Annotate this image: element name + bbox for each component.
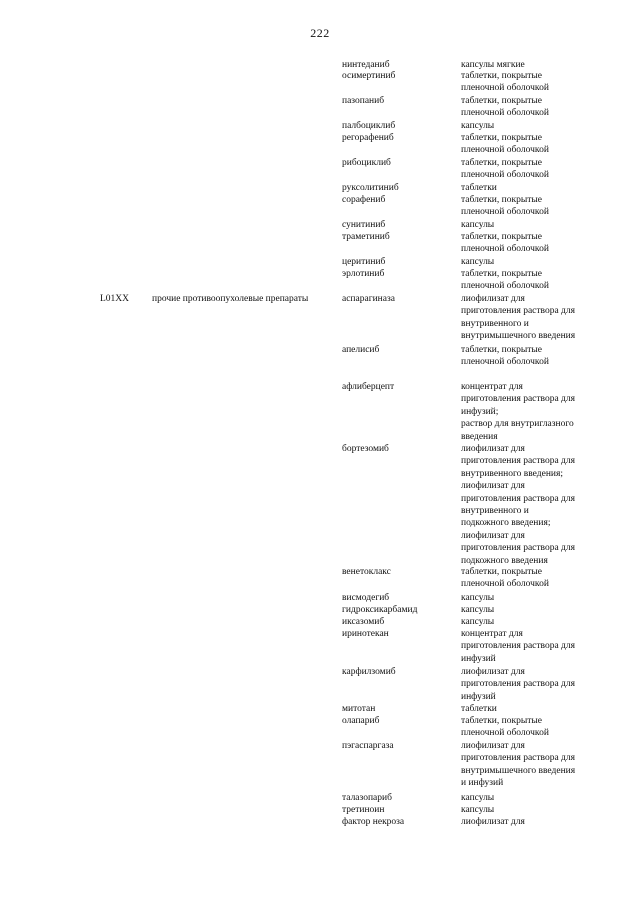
drug-name: палбоциклиб bbox=[342, 121, 396, 131]
dosage-form: капсулы bbox=[461, 593, 495, 603]
dosage-form: капсулы bbox=[461, 793, 495, 803]
dosage-form: капсулы bbox=[461, 257, 495, 267]
drug-name: траметиниб bbox=[342, 232, 390, 242]
dosage-form: лиофилизат для bbox=[461, 817, 525, 827]
dosage-form: таблетки, покрытые пленочной оболочкой bbox=[461, 71, 549, 94]
drug-name: руксолитиниб bbox=[342, 183, 399, 193]
drug-name: иринотекан bbox=[342, 629, 389, 639]
dosage-form: концентрат для приготовления раствора для инфузий bbox=[461, 629, 575, 664]
drug-name: осимертиниб bbox=[342, 71, 396, 81]
dosage-form: лиофилизат для приготовления раствора для внутримышечного введения и инфузий bbox=[461, 741, 576, 789]
drug-name: эрлотиниб bbox=[342, 269, 385, 279]
dosage-form: таблетки bbox=[461, 704, 497, 714]
drug-name: пазопаниб bbox=[342, 96, 385, 106]
drug-name: церитиниб bbox=[342, 257, 386, 267]
drug-name: талазопариб bbox=[342, 793, 392, 803]
drug-name: фактор некроза bbox=[342, 817, 405, 827]
drug-name: гидроксикарбамид bbox=[342, 605, 418, 615]
page-number: 222 bbox=[310, 26, 330, 40]
drug-name: венетоклакс bbox=[342, 567, 391, 577]
dosage-form: капсулы bbox=[461, 220, 495, 230]
dosage-form: таблетки, покрытые пленочной оболочкой bbox=[461, 345, 549, 368]
drug-name: аспарагиназа bbox=[342, 294, 395, 304]
dosage-form: лиофилизат для приготовления раствора для внутривенного и внутримышечного введения bbox=[461, 294, 576, 342]
group-name: прочие противоопухолевые препараты bbox=[152, 294, 309, 304]
drug-name: пэгаспаргаза bbox=[342, 741, 394, 751]
dosage-form: таблетки, покрытые пленочной оболочкой bbox=[461, 195, 549, 218]
drug-name: сорафениб bbox=[342, 195, 386, 205]
drug-name: митотан bbox=[342, 704, 376, 714]
dosage-form: таблетки, покрытые пленочной оболочкой bbox=[461, 158, 549, 181]
dosage-form: капсулы bbox=[461, 805, 495, 815]
dosage-form: таблетки bbox=[461, 183, 497, 193]
dosage-form: концентрат для приготовления раствора для инфузий; раствор для внутриглазного введения bbox=[461, 382, 575, 442]
drug-name: третиноин bbox=[342, 805, 385, 815]
drug-name: регорафениб bbox=[342, 133, 394, 143]
dosage-form: капсулы bbox=[461, 605, 495, 615]
dosage-form: капсулы bbox=[461, 121, 495, 131]
dosage-form: лиофилизат для приготовления раствора для внутривенного введения; лиофилизат для приготовления раствора для внутривенного и подкожного введения; лиофилизат для приготовления раствора для подкожного введения bbox=[461, 444, 575, 566]
dosage-form: таблетки, покрытые пленочной оболочкой bbox=[461, 96, 549, 119]
dosage-form: лиофилизат для приготовления раствора для инфузий bbox=[461, 667, 575, 702]
drug-name: висмодегиб bbox=[342, 593, 390, 603]
drug-name: иксазомиб bbox=[342, 617, 385, 627]
drug-name: апелисиб bbox=[342, 345, 380, 355]
dosage-form: таблетки, покрытые пленочной оболочкой bbox=[461, 133, 549, 156]
atc-code: L01XX bbox=[100, 294, 130, 304]
dosage-form: таблетки, покрытые пленочной оболочкой bbox=[461, 716, 549, 739]
drug-name: рибоциклиб bbox=[342, 158, 391, 168]
drug-name: афлиберцепт bbox=[342, 382, 395, 392]
drug-name: сунитиниб bbox=[342, 220, 386, 230]
dosage-form: таблетки, покрытые пленочной оболочкой bbox=[461, 567, 549, 590]
dosage-form: капсулы bbox=[461, 617, 495, 627]
dosage-form: таблетки, покрытые пленочной оболочкой bbox=[461, 269, 549, 292]
drug-name: олапариб bbox=[342, 716, 380, 726]
drug-name: бортезомиб bbox=[342, 444, 389, 454]
drug-name: карфилзомиб bbox=[342, 667, 396, 677]
drug-name: нинтеданиб bbox=[342, 60, 390, 70]
dosage-form: таблетки, покрытые пленочной оболочкой bbox=[461, 232, 549, 255]
dosage-form: капсулы мягкие bbox=[461, 60, 525, 70]
